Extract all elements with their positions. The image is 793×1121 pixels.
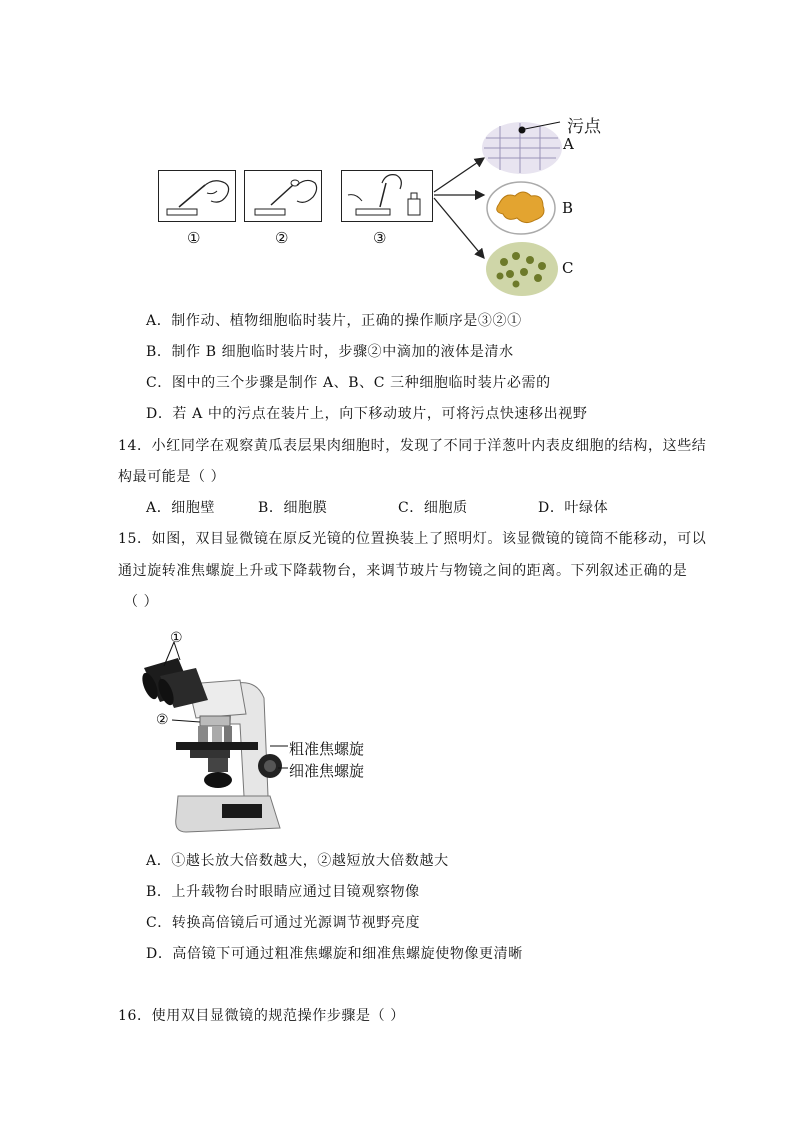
q14-option-b: B．细胞膜 xyxy=(258,500,328,516)
q16-stem: 16．使用双目显微镜的规范操作步骤是（ ） xyxy=(118,1008,405,1024)
step-3-label: ③ xyxy=(373,229,387,247)
q14-option-a: A．细胞壁 xyxy=(146,500,216,516)
step-3-diagram xyxy=(341,170,433,222)
coarse-focus-label: 粗准焦螺旋 xyxy=(289,740,365,758)
cell-b-label: B xyxy=(562,199,574,217)
fine-focus-label: 细准焦螺旋 xyxy=(289,762,365,780)
microscope-figure xyxy=(130,628,370,838)
q13-option-a: A．制作动、植物细胞临时装片，正确的操作顺序是③②① xyxy=(146,313,522,329)
step-2-diagram xyxy=(244,170,322,222)
q15-stem-line3: （ ） xyxy=(124,594,159,610)
cell-b-image xyxy=(485,180,557,236)
q15-stem-line1: 15．如图，双目显微镜在原反光镜的位置换装上了照明灯。该显微镜的镜筒不能移动，可以 xyxy=(118,531,707,547)
q14-option-d: D．叶绿体 xyxy=(538,500,609,516)
eyepiece-label: ① xyxy=(170,630,183,646)
q15-option-d: D．高倍镜下可通过粗准焦螺旋和细准焦螺旋使物像更清晰 xyxy=(146,946,523,962)
cell-a-image xyxy=(480,118,570,176)
q14-option-c: C．细胞质 xyxy=(398,500,468,516)
q13-option-c: C．图中的三个步骤是制作 A、B、C 三种细胞临时装片必需的 xyxy=(146,375,551,391)
cell-c-image xyxy=(484,240,560,298)
q13-option-b: B．制作 B 细胞临时装片时，步骤②中滴加的液体是清水 xyxy=(146,344,514,360)
step-1-diagram xyxy=(158,170,236,222)
objective-label: ② xyxy=(156,712,169,728)
step-2-label: ② xyxy=(275,229,289,247)
q15-option-a: A．①越长放大倍数越大，②越短放大倍数越大 xyxy=(146,853,449,869)
q15-stem-line2: 通过旋转准焦螺旋上升或下降载物台，来调节玻片与物镜之间的距离。下列叙述正确的是 xyxy=(118,563,688,579)
microscope-icon xyxy=(130,628,370,838)
step-1-label: ① xyxy=(187,229,201,247)
q13-option-d: D．若 A 中的污点在装片上，向下移动玻片，可将污点快速移出视野 xyxy=(146,406,588,422)
q15-option-c: C．转换高倍镜后可通过光源调节视野亮度 xyxy=(146,915,421,931)
smudge-label: 污点 xyxy=(567,117,601,137)
q14-stem-line1: 14．小红同学在观察黄瓜表层果肉细胞时，发现了不同于洋葱叶内表皮细胞的结构，这些结 xyxy=(118,438,707,454)
cell-a-label: A xyxy=(563,135,574,153)
cell-c-label: C xyxy=(562,259,574,277)
q14-stem-line2: 构最可能是（ ） xyxy=(118,469,226,485)
q15-option-b: B．上升载物台时眼睛应通过目镜观察物像 xyxy=(146,884,420,900)
